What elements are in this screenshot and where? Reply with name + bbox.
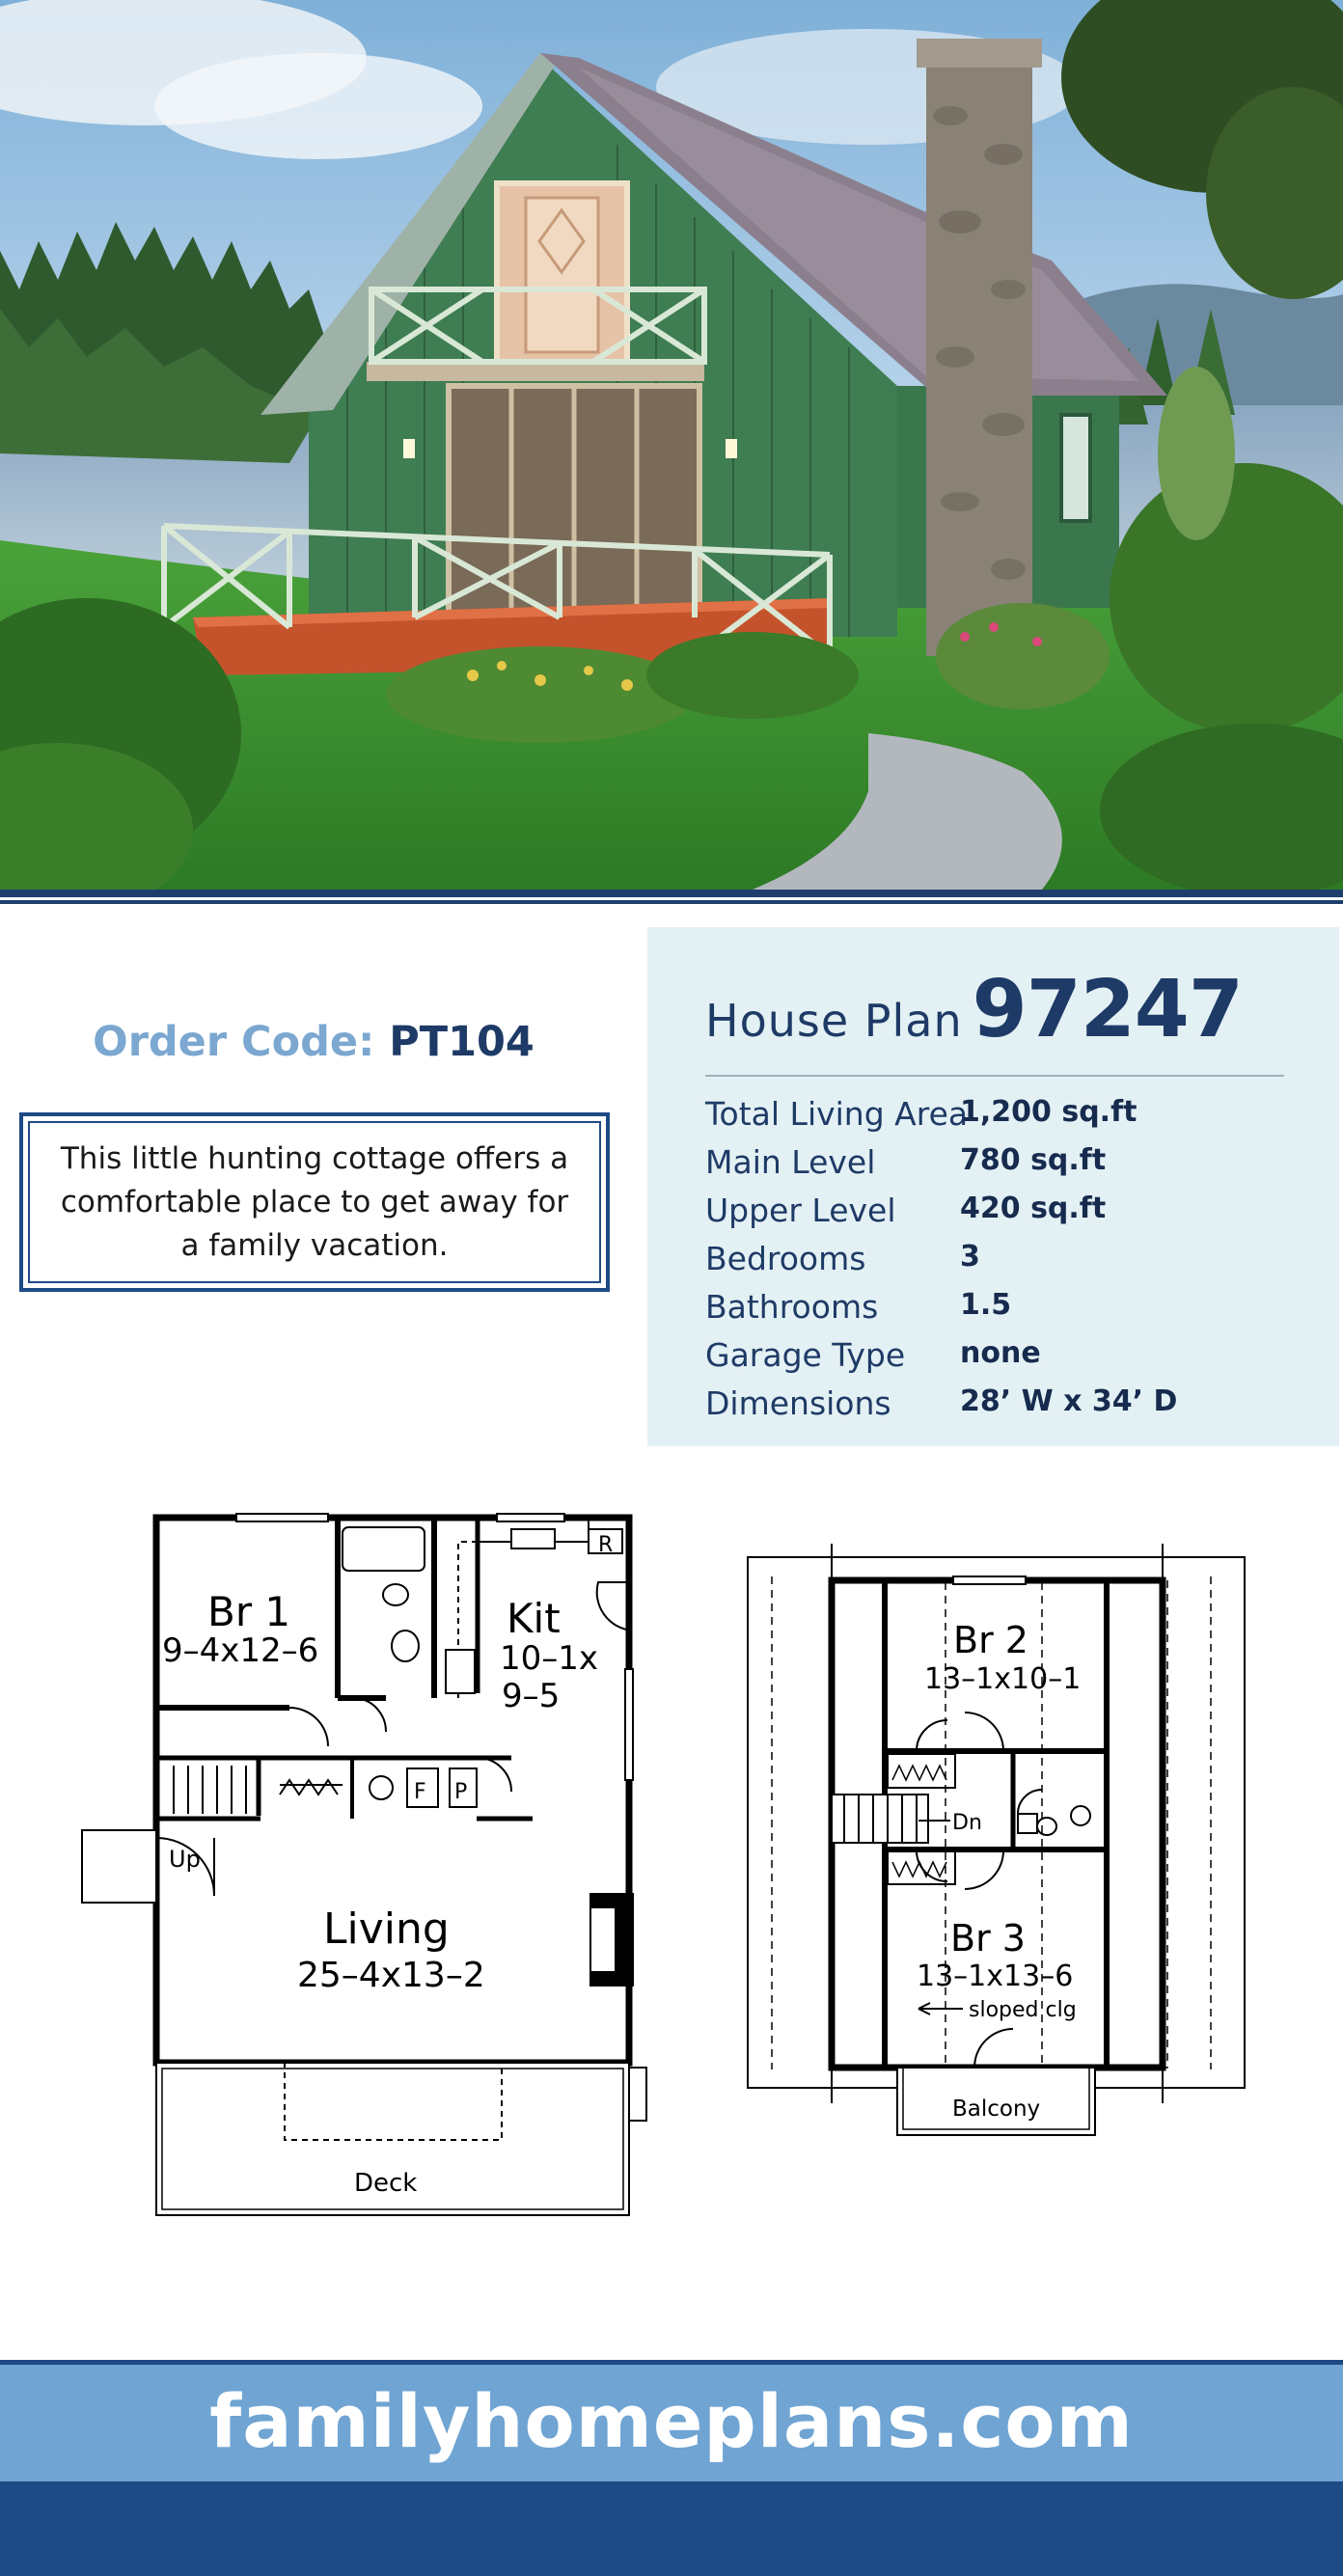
spec-value: 1,200 sq.ft bbox=[960, 1095, 1137, 1129]
spec-label: Garage Type bbox=[705, 1336, 906, 1374]
plan-title-prefix: House Plan bbox=[705, 995, 963, 1047]
fridge-label: R bbox=[598, 1533, 614, 1557]
house-illustration bbox=[0, 0, 1343, 890]
plan-title bbox=[705, 964, 1243, 1055]
kit-size-1: 10–1x bbox=[500, 1639, 599, 1678]
spec-label: Bedrooms bbox=[705, 1240, 866, 1277]
footer-banner bbox=[0, 2360, 1343, 2481]
spec-value: 420 sq.ft bbox=[960, 1192, 1107, 1225]
closet-p-label: P bbox=[454, 1780, 468, 1804]
order-code-label: Order Code: bbox=[93, 1018, 375, 1066]
upper-floor-plan bbox=[748, 1544, 1245, 2135]
spec-label: Main Level bbox=[705, 1143, 876, 1181]
floor-plans bbox=[0, 1486, 1343, 2238]
br2-label: Br 2 bbox=[953, 1619, 1028, 1661]
spec-row-total-living-area bbox=[705, 1087, 1323, 1136]
hero-divider-thick bbox=[0, 890, 1343, 897]
house-rendering bbox=[0, 0, 1343, 890]
plan-number: 97247 bbox=[972, 964, 1243, 1055]
br2-size: 13–1x10–1 bbox=[924, 1662, 1082, 1696]
dn-label: Dn bbox=[952, 1811, 982, 1835]
spec-row-bathrooms bbox=[705, 1280, 1323, 1329]
plan-divider bbox=[705, 1075, 1284, 1077]
spec-label: Bathrooms bbox=[705, 1288, 879, 1326]
up-label: Up bbox=[169, 1846, 201, 1873]
spec-list bbox=[705, 1087, 1323, 1425]
spec-row-dimensions bbox=[705, 1377, 1323, 1425]
spec-value: 28’ W x 34’ D bbox=[960, 1384, 1178, 1418]
order-code-value: PT104 bbox=[389, 1018, 534, 1066]
kit-size-2: 9–5 bbox=[502, 1677, 561, 1715]
spec-value: none bbox=[960, 1336, 1041, 1370]
spec-label: Upper Level bbox=[705, 1192, 896, 1229]
plan-spec-panel bbox=[647, 927, 1339, 1446]
living-size: 25–4x13–2 bbox=[297, 1956, 485, 1995]
kit-label: Kit bbox=[507, 1595, 561, 1642]
spec-label: Total Living Area bbox=[705, 1095, 969, 1133]
spec-row-garage-type bbox=[705, 1329, 1323, 1377]
balcony-label: Balcony bbox=[952, 2096, 1041, 2122]
sloped-ceiling-label: sloped clg bbox=[969, 1998, 1077, 2022]
br1-size: 9–4x12–6 bbox=[162, 1631, 319, 1670]
br1-label: Br 1 bbox=[207, 1588, 291, 1635]
living-label: Living bbox=[323, 1905, 450, 1954]
closet-f-label: F bbox=[414, 1780, 426, 1804]
spec-value: 1.5 bbox=[960, 1288, 1012, 1322]
description-box bbox=[19, 1112, 610, 1292]
order-code bbox=[19, 1018, 608, 1066]
main-floor-plan bbox=[82, 1514, 646, 2215]
spec-row-upper-level bbox=[705, 1184, 1323, 1232]
spec-label: Dimensions bbox=[705, 1384, 891, 1422]
floor-plan-drawing bbox=[0, 1486, 1343, 2238]
spec-row-main-level bbox=[705, 1136, 1323, 1184]
spec-value: 780 sq.ft bbox=[960, 1143, 1107, 1177]
site-url[interactable]: familyhomeplans.com bbox=[209, 2378, 1134, 2464]
description-text: This little hunting cottage offers a comfortable place to get away for a family vacation. bbox=[28, 1121, 601, 1283]
deck-label: Deck bbox=[354, 2169, 418, 2198]
spec-row-bedrooms bbox=[705, 1232, 1323, 1280]
hero-divider-thin bbox=[0, 900, 1343, 904]
footer-bar bbox=[0, 2481, 1343, 2576]
br3-size: 13–1x13–6 bbox=[917, 1959, 1074, 1993]
spec-value: 3 bbox=[960, 1240, 980, 1274]
br3-label: Br 3 bbox=[950, 1917, 1026, 1959]
